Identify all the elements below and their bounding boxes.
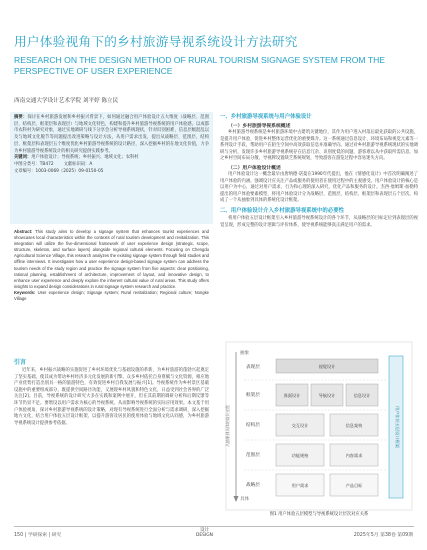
box-functional-specs-label: 功能规格 xyxy=(291,453,309,458)
figure-1-caption: 图1 用户体验五层模型与导视系统设计层次对应关系 xyxy=(269,512,369,517)
clc-number xyxy=(14,162,54,169)
paper-title-zh: 用户体验视角下的乡村旅游导视系统设计方法研究 xyxy=(14,34,298,49)
box-product-objectives-label: 产品目标 xyxy=(345,483,363,488)
keywords-en-label: Keywords: xyxy=(14,289,36,295)
article-label: 文章编号： xyxy=(14,168,36,174)
layer-label-strategy: 战略层 xyxy=(246,483,260,488)
box-information-design-label: 信息设计 xyxy=(353,393,371,398)
journal-logo-en: DESIGN xyxy=(196,533,213,539)
axis-arrow-label: 从抽象到具体的设计过程 xyxy=(225,405,230,447)
subsection-heading-2: （二）用户体验设计概述 xyxy=(228,165,281,171)
box-information-architecture-label: 信息架构 xyxy=(345,423,363,428)
doc-code xyxy=(64,162,93,169)
article-number-row xyxy=(14,169,209,176)
paragraph-2: 用户体验设计这一概念最早由唐纳德·诺曼在1990年代提出，他在《情感化设计》中首次明确阐述了用户体验的内涵。强调设计应关注产品或服务的使用者在使用过程中的主观感受。用户体验设计的核心是以用户为中心，通过对用户需求、行为和心理的深入研究，优化产品和服务的设计。杰西·詹姆斯·加勒特提出的用户体验要素模型，将用户体验设计分为战略层、范围层、结构层、框架层和表现层五个层次，构成了一个从抽象到具体的系统化设计框架。 xyxy=(220,171,418,204)
box-content-requirements-label: 内容需求 xyxy=(345,453,363,458)
article-value: 1003-0069（2025）09-0150-05 xyxy=(35,168,104,174)
abstract-en-box xyxy=(10,227,213,356)
abstract-zh xyxy=(14,115,209,155)
doc-label: 文献标识码： xyxy=(63,161,90,167)
abstract-en xyxy=(14,229,209,290)
abstract-zh-text: 探讨在乡村旅游发展和乡村振兴背景下，如何通过融合用户体验设计五大维度（战略层、范围层、结构层、框架层和表现层）与地域文化特色，构建和提升乡村旅游导视系统的用户体验感。以成都市农科村为研究对象，通过实地调研与线下分享会分析导视系统现状，针对识别困难、信息层级混乱以及与地域文化脱节等问题提出改进策略与设计方法，从用户需求出发，提出从战略层、范围层、结构层、框架层和表现层五个维度优化乡村旅游导视系统的设计路径，深入挖掘乡村的在地文化价值，力争为乡村旅游导视系统设计的相关研究提供实践参考。 xyxy=(14,115,210,154)
intro-body xyxy=(10,368,213,528)
box-visual-design-label: 视觉设计 xyxy=(318,364,336,369)
box-navigation-design-label: 导航设计 xyxy=(318,393,336,398)
section-heading-1: 一、乡村旅游导视系统与用户体验设计 xyxy=(220,114,312,120)
authors: 西南交通大学设计艺术学院 刘平婷 陈立民 xyxy=(14,98,119,104)
abstract-en-label: Abstract: xyxy=(14,229,33,234)
figure-1-diagram xyxy=(226,342,412,510)
paragraph-1: 乡村旅游导视系统是乡村旅游环境中古建筑关键地位，其作为用户进入村落后最先获取的公共设施，是提升用户体验、促进乡村整体运营优化的重要媒介。这一系统通过信息设计、环境布局和视觉元素等一系列设计手段，帮助用户在陌生空间中高效获取信息并准确导向。通过对乡村旅游导视系统现状的实地调研与分析，发现许多乡村旅游导视系统存在信息冗杂、识别度低的问题，游客难以从中获取所需信息，加之乡村空间布局分散，导视牌设置缺乏系统规划，导致游客在游览过程中容易迷失方向。 xyxy=(220,130,418,162)
axis-label-abstract: 抽象 xyxy=(240,351,249,356)
abstract-zh-box xyxy=(10,112,213,224)
keywords-en-text: User experience design; Signage system; Rural revitalization; Regional culture; Nongke Village xyxy=(14,289,209,302)
box-user-needs-label: 用户需求 xyxy=(291,483,309,488)
intro-heading: 引言 xyxy=(14,359,27,366)
keywords-zh-label: 关键词： xyxy=(14,155,32,161)
classification-row xyxy=(14,162,209,169)
box-interaction-design-label: 交互设计 xyxy=(291,423,309,428)
journal-logo-zh: 设计 xyxy=(200,528,209,533)
subsection-heading-1: （一）乡村旅游导视系统概述 xyxy=(228,124,291,129)
right-column xyxy=(220,112,418,230)
article-number xyxy=(14,169,103,176)
journal-logo xyxy=(196,528,213,539)
doc-value: A xyxy=(89,161,93,167)
intro-paragraph: 近年来，乡村振兴战略的实施促进了乡村环境优化与基础设施的革新，为乡村旅游的蓬勃兴起奠定了坚实基础，使其成为带动乡村经济多元化发展的新引擎。众多乡村依托自身禀赋与文化资源，相应地产业优势打造出别具一格的旅游特色，有效促进乡村自我发展与振兴[1]。导视系统作为乡村景区基础设施中的重要组成部分，既提供空间路径功能，又展现乡村风貌和特色文化，日益受到社会各界的广泛关注[2]。目前，导视系统的设计研究大多在实践和案例中展开，但在其前期的调研分析和后期反馈等环节仍显不足。要增设以用户需求为核心的导视系统，从而影响导视系统的实际应用效果。本文基于用户体验视角，探讨乡村旅游导视系统的设计策略，对现有导视系统进行全面分析与需求调研，深入挖掘地方文化，结合用户体验五层设计框架，以提升游客及居民的使用体验与地域文化认同感，为乡村旅游导视系统设计提供参考依据。 xyxy=(14,368,209,426)
paragraph-3: 将用户体验五层设计框架引入乡村旅游导视系统设计的各个环节，从战略层的目标定位到表现层的视觉呈现，形成完整的设计逻辑与评价体系，使导视系统能够真正满足用户的需求。 xyxy=(220,215,418,228)
footer-rule xyxy=(14,526,414,527)
keywords-zh xyxy=(14,155,209,162)
layer-label-skeleton: 框架层 xyxy=(246,393,260,398)
section-heading-2: 二、用户体验设计介入乡村旅游导视系统中的必要性 xyxy=(220,207,344,214)
framework-side-label: 用户体验五层设计框架 xyxy=(395,406,400,448)
axis-label-concrete: 具体 xyxy=(240,497,249,502)
paper-title-en: RESEARCH ON THE DESIGN METHOD OF RURAL TOURISM SIGNAGE SYSTEM FROM THE PERSPECTIVE OF USER EXPERIENCE xyxy=(14,55,386,76)
layer-label-structure: 结构层 xyxy=(246,423,260,428)
keywords-zh-text: 用户体验设计；导视系统；乡村振兴；地域文化；农科村 xyxy=(31,155,139,161)
clc-value: TB472 xyxy=(39,161,54,167)
layer-label-scope: 范围层 xyxy=(246,453,260,458)
footer-page-info: 150 | 学研探索 | 研究 xyxy=(14,533,62,538)
keywords-en xyxy=(14,290,209,302)
abstract-zh-label: 摘要： xyxy=(14,115,28,120)
footer-issue-info: 2025年5月 第38卷 第09期 xyxy=(353,533,413,538)
layer-label-surface: 表现层 xyxy=(246,365,260,370)
box-interface-design-label: 界面设计 xyxy=(283,393,301,398)
clc-label: 中图分类号： xyxy=(14,161,40,167)
abstract-en-text: This study aims to develop a signage system that enhances tourist experiences and showcases local characteristics within the contexts of rural tourism development and revitalization. This integration will utilize the five-dimensional framework of user experience design (strategic, scope, structure, skeleton, and surface layers) alongside regional cultural elements. Focusing on Chengdu Agricultural Science Village, this research analyzes the existing signage system through field studies and offline interviews. It investigates how a user experience design-based signage system can address the tourism needs of the study region and practice the signage system from five aspects: clear positioning, rational planning, establishment of architecture, improvement of layout, and innovative design, to enhance user experience and deeply explore the inherent cultural value of rural areas. This study offers insights to expand design considerations in rural signage system research and practice. xyxy=(14,229,209,289)
